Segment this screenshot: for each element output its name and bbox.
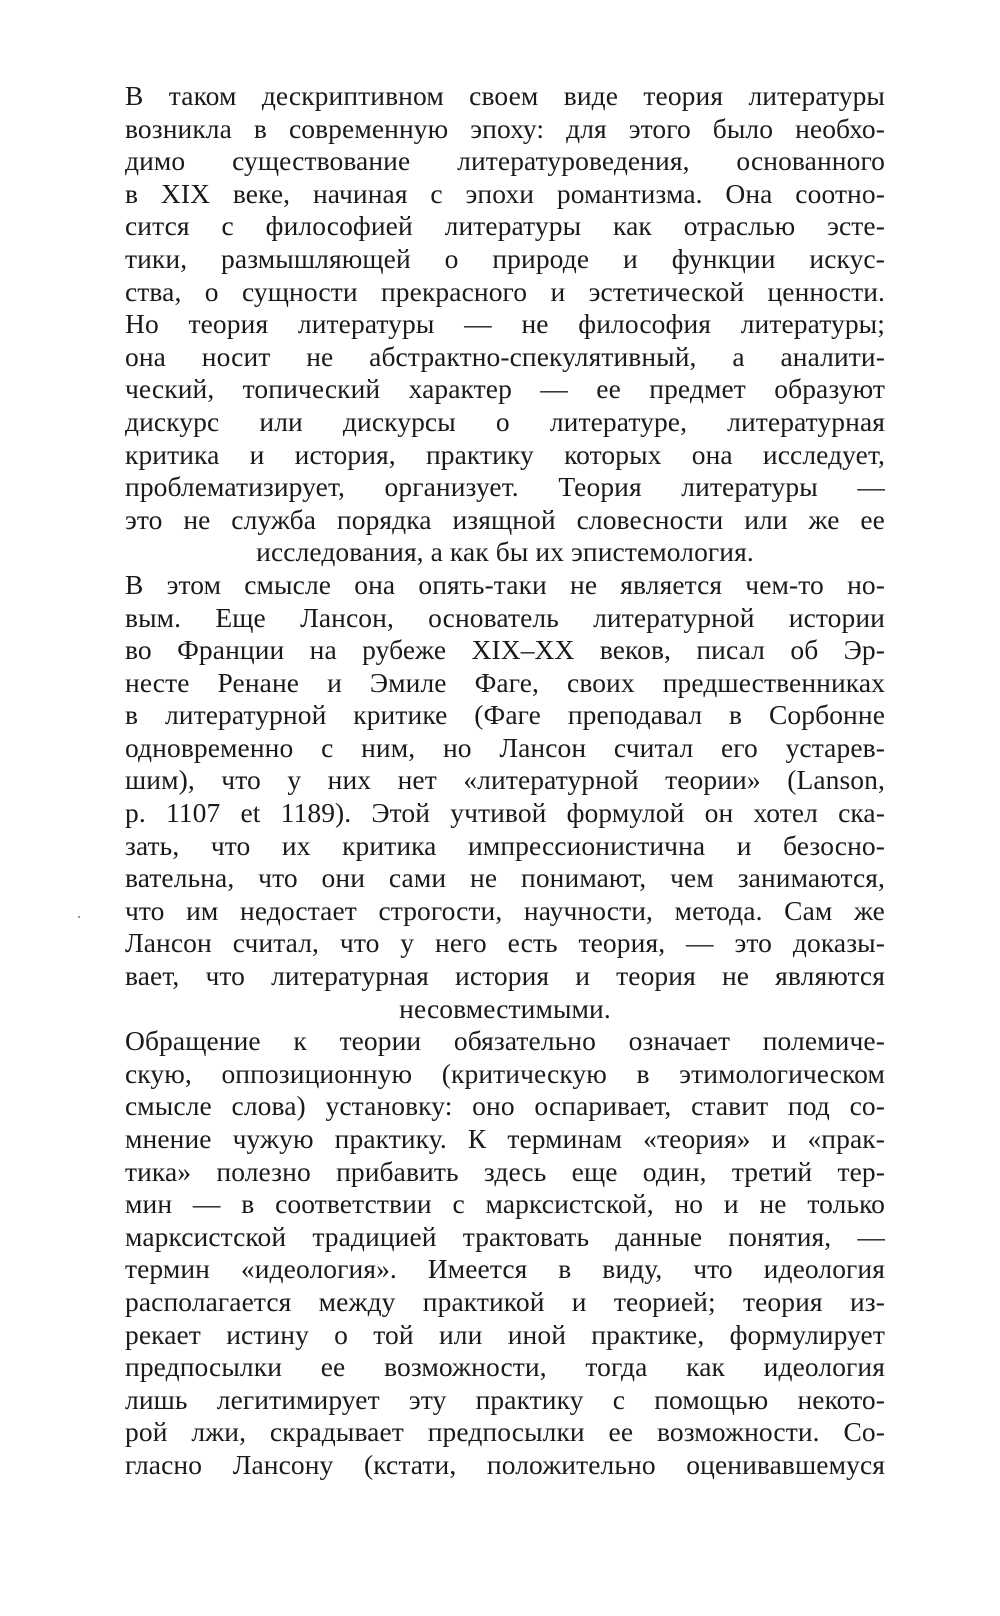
text-line: p. 1107 et 1189). Этой учтивой формулой он хотел ска- (125, 797, 885, 829)
text-line: возникла в современную эпоху: для этого было необхо- (125, 112, 885, 144)
text-line: располагается между практикой и теорией; теория из- (125, 1285, 885, 1317)
text-line: одновременно с ним, но Лансон считал его устарев- (125, 731, 885, 763)
text-line: Но теория литературы — не философия литературы; (125, 308, 885, 340)
text-line: вает, что литературная история и теория не являются (125, 960, 885, 992)
text-line: В этом смысле она опять-таки не является чем-то но- (125, 568, 885, 600)
text-line: сится с философией литературы как отраслью эсте- (125, 210, 885, 242)
text-line: рекает истину о той или иной практике, формулирует (125, 1318, 885, 1350)
text-line: зать, что их критика импрессионистична и безосно- (125, 829, 885, 861)
text-line: ства, о сущности прекрасного и эстетической ценности. (125, 275, 885, 307)
text-line: димо существование литературоведения, основанного (125, 145, 885, 177)
text-line: скую, оппозиционную (критическую в этимологическом (125, 1057, 885, 1089)
text-line: она носит не абстрактно-спекулятивный, а аналити- (125, 340, 885, 372)
text-line: вательна, что они сами не понимают, чем занимаются, (125, 862, 885, 894)
text-line: ческий, топический характер — ее предмет образуют (125, 373, 885, 405)
paragraph (125, 1025, 885, 1481)
text-line: рой лжи, скрадывает предпосылки ее возможности. Со- (125, 1416, 885, 1448)
text-line: критика и история, практику которых она исследует, (125, 438, 885, 470)
text-line: марксистской традицией трактовать данные понятия, — (125, 1220, 885, 1252)
text-line: проблематизирует, организует. Теория литературы — (125, 471, 885, 503)
text-line: В таком дескриптивном своем виде теория литературы (125, 80, 885, 111)
text-line: что им недостает строгости, научности, метода. Сам же (125, 894, 885, 926)
scan-speck (78, 916, 80, 918)
text-line: во Франции на рубеже XIX–XX веков, писал об Эр- (125, 634, 885, 666)
text-line: в литературной критике (Фаге преподавал в Сорбонне (125, 699, 885, 731)
text-line: в XIX веке, начиная с эпохи романтизма. Она соотно- (125, 177, 885, 209)
text-line-last: несовместимыми. (399, 992, 611, 1024)
text-line: несте Ренане и Эмиле Фаге, своих предшественниках (125, 666, 885, 698)
paragraph (125, 80, 885, 569)
text-line: тика» полезно прибавить здесь еще один, третий тер- (125, 1155, 885, 1187)
text-line: мнение чужую практику. К терминам «теория» и «прак- (125, 1123, 885, 1154)
text-line-last: исследования, а как бы их эпистемология. (256, 536, 754, 568)
text-line: тики, размышляющей о природе и функции искус- (125, 242, 885, 274)
text-line: гласно Лансону (кстати, положительно оценивавшемуся (125, 1448, 885, 1480)
page-text (125, 80, 885, 1482)
text-line: это не служба порядка изящной словесности или же ее (125, 503, 885, 535)
text-line: мин — в соответствии с марксистской, но и не только (125, 1188, 885, 1220)
text-line: термин «идеология». Имеется в виду, что идеология (125, 1253, 885, 1285)
text-line: смысле слова) установку: оно оспаривает, ставит под со- (125, 1090, 885, 1122)
text-line: Лансон считал, что у него есть теория, — это доказы- (125, 927, 885, 959)
text-line: вым. Еще Лансон, основатель литературной истории (125, 601, 885, 633)
paragraph (125, 569, 885, 1025)
text-line: лишь легитимирует эту практику с помощью некото- (125, 1383, 885, 1415)
text-line: Обращение к теории обязательно означает полемиче- (125, 1025, 885, 1057)
text-line: дискурс или дискурсы о литературе, литературная (125, 405, 885, 437)
text-line: предпосылки ее возможности, тогда как идеология (125, 1351, 885, 1383)
text-line: шим), что у них нет «литературной теории» (Lanson, (125, 764, 885, 796)
